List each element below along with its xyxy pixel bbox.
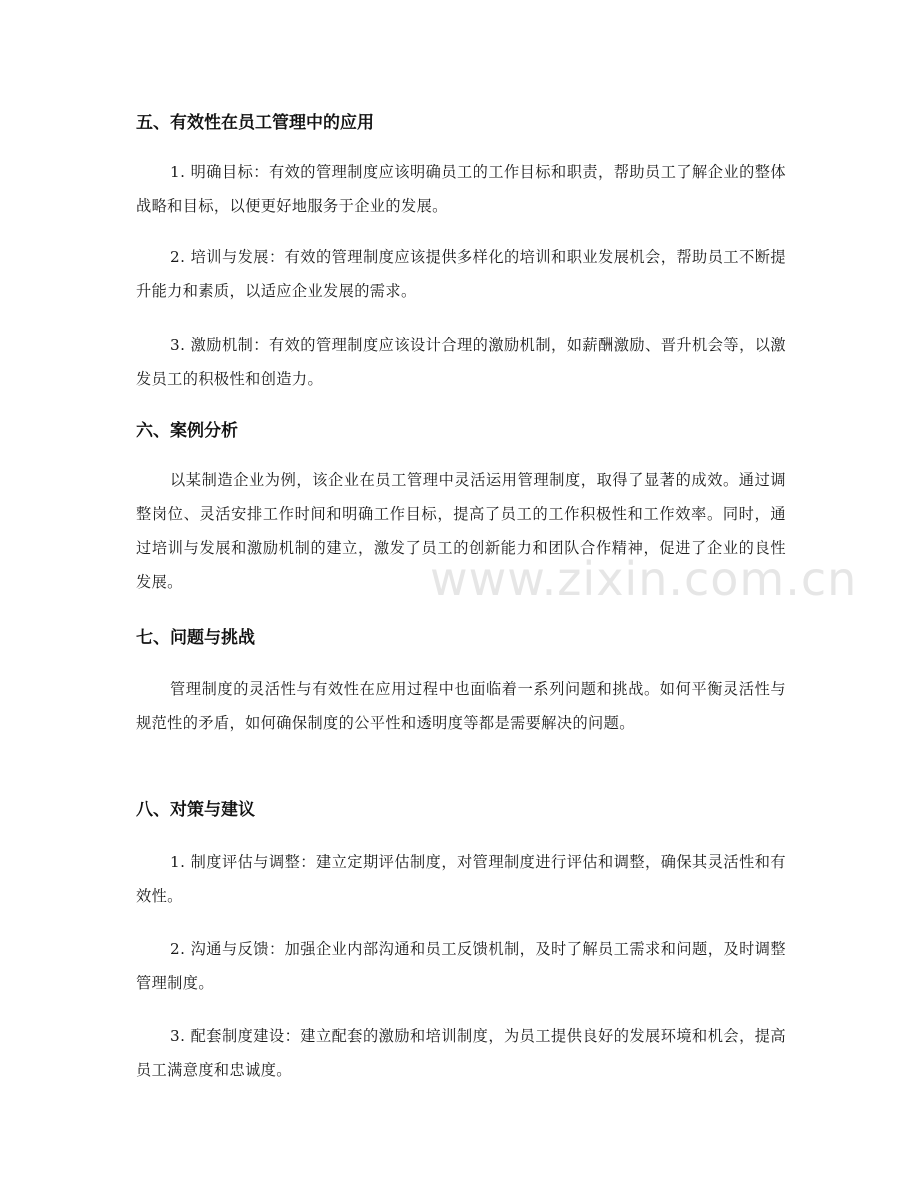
section-seven-heading-block [136,625,786,651]
section-five-item-3 [136,328,786,396]
paragraph: 1. 明确目标：有效的管理制度应该明确员工的工作目标和职责，帮助员工了解企业的整体战略和目标，以便更好地服务于企业的发展。 [136,163,786,215]
section-heading: 七、问题与挑战 [136,628,255,648]
section-five-item-2 [136,240,786,308]
section-heading: 八、对策与建议 [136,800,255,820]
watermark: www.zixin.com.cn [430,552,858,606]
paragraph: 2. 培训与发展：有效的管理制度应该提供多样化的培训和职业发展机会，帮助员工不断提升能力和素质，以适应企业发展的需求。 [136,248,786,300]
section-seven-body [136,672,786,740]
section-five-item-1 [136,155,786,223]
section-six-heading-block [136,418,786,444]
paragraph: 以某制造企业为例，该企业在员工管理中灵活运用管理制度，取得了显著的成效。通过调整岗位、灵活安排工作时间和明确工作目标，提高了员工的工作积极性和工作效率。同时，通过培训与发展和激励机制的建立，激发了员工的创新能力和团队合作精神，促进了企业的良性发展。 [136,471,786,591]
section-eight-item-3 [136,1019,786,1087]
paragraph: 3. 激励机制：有效的管理制度应该设计合理的激励机制，如薪酬激励、晋升机会等，以激发员工的积极性和创造力。 [136,336,786,388]
section-six-body [136,463,786,599]
paragraph: 3. 配套制度建设：建立配套的激励和培训制度，为员工提供良好的发展环境和机会，提高员工满意度和忠诚度。 [136,1027,786,1079]
section-heading: 五、有效性在员工管理中的应用 [136,113,374,133]
section-eight-item-2 [136,932,786,1000]
section-eight-item-1 [136,845,786,913]
paragraph: 1. 制度评估与调整：建立定期评估制度，对管理制度进行评估和调整，确保其灵活性和有效性。 [136,853,786,905]
paragraph: 管理制度的灵活性与有效性在应用过程中也面临着一系列问题和挑战。如何平衡灵活性与规范性的矛盾，如何确保制度的公平性和透明度等都是需要解决的问题。 [136,680,786,732]
section-eight-heading-block [136,797,786,823]
paragraph: 2. 沟通与反馈：加强企业内部沟通和员工反馈机制，及时了解员工需求和问题，及时调整管理制度。 [136,940,786,992]
section-five-heading-block [136,110,786,136]
section-heading: 六、案例分析 [136,421,238,441]
